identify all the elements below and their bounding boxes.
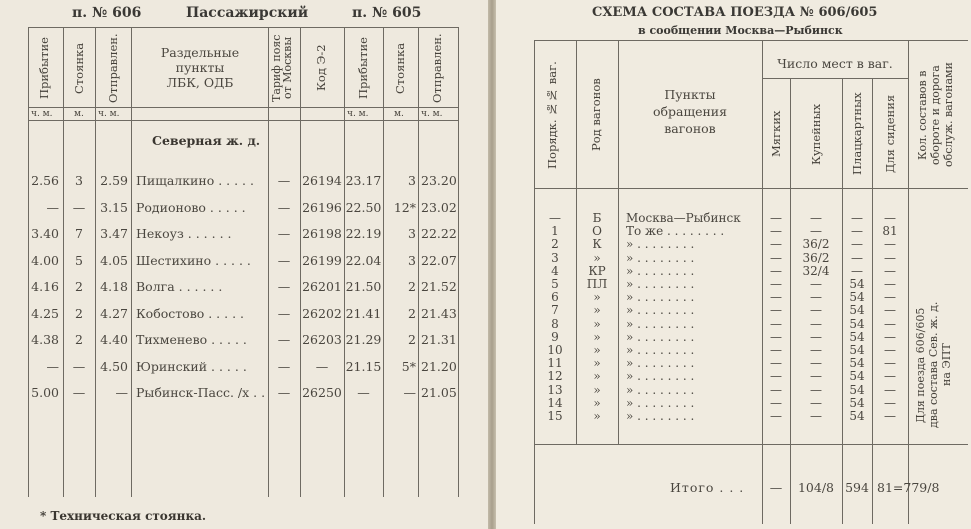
car-route: Москва—Рыбинск (626, 212, 741, 225)
col-header-arrival: Прибытие (37, 37, 51, 99)
soft-seats: — (770, 237, 782, 252)
coupe-seats: — (810, 329, 822, 344)
train-type: Пассажирский (186, 5, 309, 21)
code-cell: 26194 (302, 173, 342, 188)
col-header-points-line: Раздельные (160, 45, 240, 60)
unit-label: м. (74, 109, 84, 119)
sitting-seats: — (884, 409, 896, 423)
unit-row-rule (28, 120, 458, 121)
plats-seats: — (851, 211, 863, 225)
sitting-seats: — (884, 303, 896, 318)
stop-return-cell: 3 (408, 173, 416, 188)
coupe-seats: — (810, 395, 822, 410)
car-number: 12 (547, 369, 563, 384)
car-route: » . . . . . . . . (626, 317, 695, 331)
station-name: Пищалкино . . . . . (136, 173, 254, 188)
stop-cell: — (72, 199, 86, 215)
car-number: 9 (551, 329, 559, 344)
col-header-seats: Число мест в ваг. (777, 56, 893, 71)
car-kind: » (593, 369, 601, 384)
col-header-points-line: пункты (175, 60, 225, 75)
arrival-cell: 4.38 (31, 332, 59, 347)
car-kind: КР (588, 263, 606, 278)
col-header-tariff-line: от Москвы (281, 36, 294, 100)
car-kind: К (592, 237, 602, 252)
tariff-cell: — (277, 332, 291, 347)
coupe-seats: — (810, 211, 822, 225)
car-number: 14 (547, 395, 563, 410)
departure-return-cell: 21.05 (421, 385, 457, 400)
soft-seats: — (770, 303, 782, 318)
coupe-seats: — (810, 224, 822, 239)
station-name: Некоуз . . . . . . (136, 226, 232, 241)
stop-return-cell: 2 (408, 279, 416, 294)
rule-v (908, 40, 909, 524)
col-header-count-line: Кол. составов в (916, 70, 929, 160)
code-cell: 26196 (302, 199, 342, 215)
col-header-stop-return: Стоянка (393, 42, 407, 94)
rule-v (458, 27, 459, 497)
soft-seats: — (770, 290, 782, 305)
tariff-cell: — (277, 358, 291, 374)
col-header-route-line: вагонов (664, 121, 716, 136)
car-kind: ПЛ (586, 277, 608, 291)
coupe-seats: 36/2 (802, 237, 830, 252)
stop-return-cell: 2 (408, 305, 416, 321)
car-kind: » (593, 382, 601, 397)
col-header-order: Порядк. №№ ваг. (545, 61, 559, 169)
col-header-points (136, 45, 264, 90)
sitting-seats: 81 (882, 224, 898, 239)
stop-cell: 2 (75, 279, 83, 294)
coupe-seats: — (810, 369, 822, 384)
col-header-route-line: Пункты (664, 87, 716, 102)
car-route: То же . . . . . . . . (626, 225, 725, 239)
station-name: Юринский . . . . . (136, 358, 247, 374)
car-number: 2 (551, 237, 559, 252)
car-route: » . . . . . . . . (626, 330, 695, 344)
col-header-departure: Отправлен. (106, 33, 120, 103)
car-route: » . . . . . . . . (626, 357, 695, 371)
departure-cell: 4.40 (100, 332, 128, 347)
code-cell: 26198 (302, 226, 342, 241)
plats-seats: 54 (849, 356, 865, 371)
col-header-kind: Род вагонов (589, 78, 603, 152)
departure-cell: 3.15 (100, 199, 128, 215)
departure-return-cell: 21.43 (421, 305, 457, 321)
car-route: » . . . . . . . . (626, 344, 695, 357)
arrival-return-cell: 21.50 (345, 279, 382, 294)
plats-seats: 54 (849, 290, 865, 305)
col-header-coupe: Купейных (809, 103, 823, 165)
soft-seats: — (770, 263, 782, 278)
car-number: 6 (551, 290, 559, 305)
plats-seats: — (851, 250, 863, 265)
plats-seats: 54 (849, 277, 865, 291)
car-number: 11 (547, 356, 563, 371)
sitting-seats: — (884, 369, 896, 384)
side-note-line: два состава Сев. ж. д. (927, 301, 940, 429)
arrival-cell: — (46, 358, 59, 374)
unit-label: м. (394, 109, 404, 119)
unit-label: ч. м. (98, 109, 120, 119)
departure-cell: — (115, 385, 128, 400)
stop-cell: 3 (75, 173, 83, 188)
header-top-rule (534, 40, 968, 41)
col-header-soft: Мягких (769, 110, 783, 158)
tariff-cell: — (277, 226, 291, 241)
car-kind: » (593, 356, 601, 371)
arrival-return-cell: 22.04 (345, 252, 382, 268)
consist-title: СХЕМА СОСТАВА ПОЕЗДА № 606/605 (592, 5, 878, 20)
departure-cell: 4.05 (100, 252, 128, 268)
plats-seats: 54 (849, 343, 865, 357)
car-route: » . . . . . . . . (626, 410, 695, 423)
car-route: » . . . . . . . . (626, 396, 695, 410)
soft-seats: — (770, 382, 782, 397)
plats-seats: 54 (849, 409, 865, 423)
departure-cell: 4.18 (100, 279, 128, 294)
col-header-count-line: обслуж. вагонами (942, 62, 955, 168)
stop-cell: — (72, 358, 86, 374)
rule-v (131, 27, 132, 497)
car-route: » . . . . . . . . (626, 251, 695, 265)
soft-seats: — (770, 409, 782, 423)
station-name: Шестихино . . . . . (136, 252, 251, 268)
car-route: » . . . . . . . . (626, 278, 695, 291)
stop-cell: 2 (75, 305, 83, 321)
code-cell: 26199 (302, 252, 342, 268)
stop-return-cell: — (403, 385, 416, 400)
car-route: » . . . . . . . . (626, 370, 695, 384)
consist-page (496, 0, 971, 529)
arrival-return-cell: 23.17 (345, 173, 382, 188)
total-soft: — (769, 480, 783, 495)
coupe-seats: 36/2 (802, 250, 830, 265)
coupe-seats: — (810, 382, 822, 397)
footnote: * Техническая стоянка. (40, 509, 207, 523)
sitting-seats: — (884, 263, 896, 278)
soft-seats: — (770, 369, 782, 384)
unit-label: ч. м. (31, 109, 53, 119)
col-header-route-line: обращения (652, 104, 728, 119)
departure-return-cell: 23.20 (421, 173, 457, 188)
coupe-seats: — (810, 277, 822, 291)
train-number-right: п. № 605 (352, 5, 422, 21)
arrival-cell: 2.56 (31, 173, 59, 188)
col-header-route (620, 86, 760, 137)
car-kind: О (592, 224, 602, 239)
departure-return-cell: 21.52 (421, 279, 457, 294)
col-header-points-line: ЛБК, ОДБ (166, 75, 234, 90)
car-kind: » (593, 303, 601, 318)
col-header-arrival-return: Прибытие (356, 37, 370, 99)
plats-seats: 54 (849, 382, 865, 397)
col-header-count (916, 46, 955, 184)
code-cell: 26201 (302, 279, 342, 294)
stop-cell: — (72, 385, 86, 400)
total-label: Итого . . . (670, 480, 745, 495)
col-header-tariff (271, 30, 293, 106)
car-number: 7 (551, 303, 559, 318)
departure-return-cell: 21.20 (421, 358, 457, 374)
soft-seats: — (770, 211, 782, 225)
col-header-departure-return: Отправлен. (430, 33, 444, 103)
header-bottom-rule (28, 107, 458, 108)
sitting-seats: — (884, 290, 896, 305)
tariff-cell: — (277, 305, 291, 321)
car-number: 8 (551, 316, 559, 331)
total-sit: 81=779/8 (877, 480, 940, 495)
tariff-cell: — (277, 279, 291, 294)
departure-return-cell: 21.31 (421, 332, 457, 347)
departure-return-cell: 22.22 (421, 226, 457, 241)
sitting-seats: — (884, 277, 896, 291)
soft-seats: — (770, 329, 782, 344)
car-route: » . . . . . . . . (626, 264, 695, 278)
coupe-seats: — (810, 290, 822, 305)
car-number: 15 (547, 409, 563, 423)
plats-seats: — (851, 263, 863, 278)
code-cell: 26250 (302, 385, 342, 400)
arrival-return-cell: 22.19 (345, 226, 382, 241)
car-kind: » (593, 409, 601, 423)
arrival-cell: 4.25 (31, 305, 59, 321)
soft-seats: — (770, 356, 782, 371)
car-kind: » (593, 316, 601, 331)
consist-subtitle: в сообщении Москва—Рыбинск (638, 24, 843, 37)
plats-seats: 54 (849, 369, 865, 384)
arrival-cell: 4.16 (31, 279, 59, 294)
sitting-seats: — (884, 343, 896, 357)
car-route: » . . . . . . . . (626, 383, 695, 397)
station-name: Рыбинск-Пасс. /х . . (136, 385, 266, 400)
car-kind: » (593, 395, 601, 410)
col-header-code: Код Э-2 (314, 44, 328, 92)
soft-seats: — (770, 316, 782, 331)
coupe-seats: — (810, 409, 822, 423)
car-route: » . . . . . . . . (626, 304, 695, 318)
total-plats: 594 (845, 480, 869, 495)
stop-return-cell: 3 (408, 226, 416, 241)
sitting-seats: — (884, 250, 896, 265)
arrival-return-cell: — (357, 385, 370, 400)
departure-cell: 3.47 (100, 226, 128, 241)
header-top-rule (28, 27, 458, 28)
arrival-cell: 5.00 (31, 385, 59, 400)
car-kind: » (593, 343, 601, 357)
header-bottom-rule (534, 188, 968, 189)
car-route: » . . . . . . . . (626, 238, 695, 252)
plats-seats: 54 (849, 316, 865, 331)
code-cell: 26203 (302, 332, 342, 347)
coupe-seats: — (810, 343, 822, 357)
car-number: — (549, 211, 561, 225)
car-kind: » (593, 329, 601, 344)
car-number: 5 (551, 277, 559, 291)
car-kind: Б (592, 211, 602, 225)
stop-cell: 2 (75, 332, 83, 347)
code-cell: 26202 (302, 305, 342, 321)
car-kind: » (593, 290, 601, 305)
sitting-seats: — (884, 316, 896, 331)
stop-return-cell: 3 (408, 252, 416, 268)
total-coupe: 104/8 (797, 480, 835, 495)
sitting-seats: — (884, 329, 896, 344)
departure-cell: 2.59 (100, 173, 128, 188)
coupe-seats: — (810, 356, 822, 371)
arrival-return-cell: 22.50 (345, 199, 382, 215)
plats-seats: 54 (849, 395, 865, 410)
tariff-cell: — (277, 252, 291, 268)
tariff-cell: — (277, 173, 291, 188)
col-header-plats: Плацкартных (850, 92, 864, 176)
car-number: 1 (551, 224, 559, 239)
car-number: 13 (547, 382, 563, 397)
car-number: 10 (547, 343, 563, 357)
side-note (914, 290, 953, 440)
departure-cell: 4.27 (100, 305, 128, 321)
side-note-line: на ЭПТ (940, 343, 953, 387)
col-header-sit: Для сидения (883, 94, 897, 174)
col-header-stop: Стоянка (72, 42, 86, 94)
arrival-cell: 3.40 (31, 226, 59, 241)
tariff-cell: — (277, 199, 291, 215)
sitting-seats: — (884, 211, 896, 225)
seats-group-rule (762, 78, 908, 79)
departure-return-cell: 23.02 (421, 199, 457, 215)
plats-seats: — (851, 237, 863, 252)
col-header-count-line: обороте и дорога (929, 65, 942, 165)
stop-return-cell: 2 (408, 332, 416, 347)
code-cell: — (315, 358, 329, 374)
stop-return-cell: 5* (401, 358, 416, 374)
car-route: » . . . . . . . . (626, 291, 695, 305)
station-name: Тихменево . . . . . (136, 332, 247, 347)
arrival-return-cell: 21.41 (345, 305, 382, 321)
station-name: Кобостово . . . . . (136, 305, 244, 321)
soft-seats: — (770, 395, 782, 410)
car-kind: » (593, 250, 601, 265)
unit-label: ч. м. (421, 109, 443, 119)
rule-v (618, 40, 619, 444)
plats-seats: — (851, 224, 863, 239)
stop-return-cell: 12* (393, 199, 416, 215)
sitting-seats: — (884, 356, 896, 371)
sitting-seats: — (884, 237, 896, 252)
col-header-tariff-line: Тариф пояс (270, 34, 283, 102)
station-name: Родионово . . . . . (136, 199, 246, 215)
stop-cell: 5 (75, 252, 83, 268)
coupe-seats: — (810, 316, 822, 331)
arrival-return-cell: 21.15 (345, 358, 382, 374)
plats-seats: 54 (849, 303, 865, 318)
soft-seats: — (770, 343, 782, 357)
unit-label: ч. м. (347, 109, 369, 119)
arrival-cell: — (46, 199, 59, 215)
coupe-seats: 32/4 (802, 263, 830, 278)
railway-section: Северная ж. д. (152, 133, 261, 148)
body-bottom-rule (534, 444, 968, 445)
arrival-cell: 4.00 (31, 252, 59, 268)
arrival-return-cell: 21.29 (345, 332, 382, 347)
tariff-cell: — (277, 385, 291, 400)
sitting-seats: — (884, 395, 896, 410)
soft-seats: — (770, 277, 782, 291)
departure-cell: 4.50 (100, 358, 128, 374)
stop-cell: 7 (75, 226, 83, 241)
plats-seats: 54 (849, 329, 865, 344)
coupe-seats: — (810, 303, 822, 318)
sitting-seats: — (884, 382, 896, 397)
soft-seats: — (770, 250, 782, 265)
side-note-line: Для поезда 606/605 (914, 307, 927, 423)
train-number-left: п. № 606 (72, 5, 142, 21)
car-number: 4 (551, 263, 559, 278)
soft-seats: — (770, 224, 782, 239)
station-name: Волга . . . . . . (136, 279, 223, 294)
departure-return-cell: 22.07 (421, 252, 457, 268)
car-number: 3 (551, 250, 559, 265)
rule-v (418, 27, 419, 497)
